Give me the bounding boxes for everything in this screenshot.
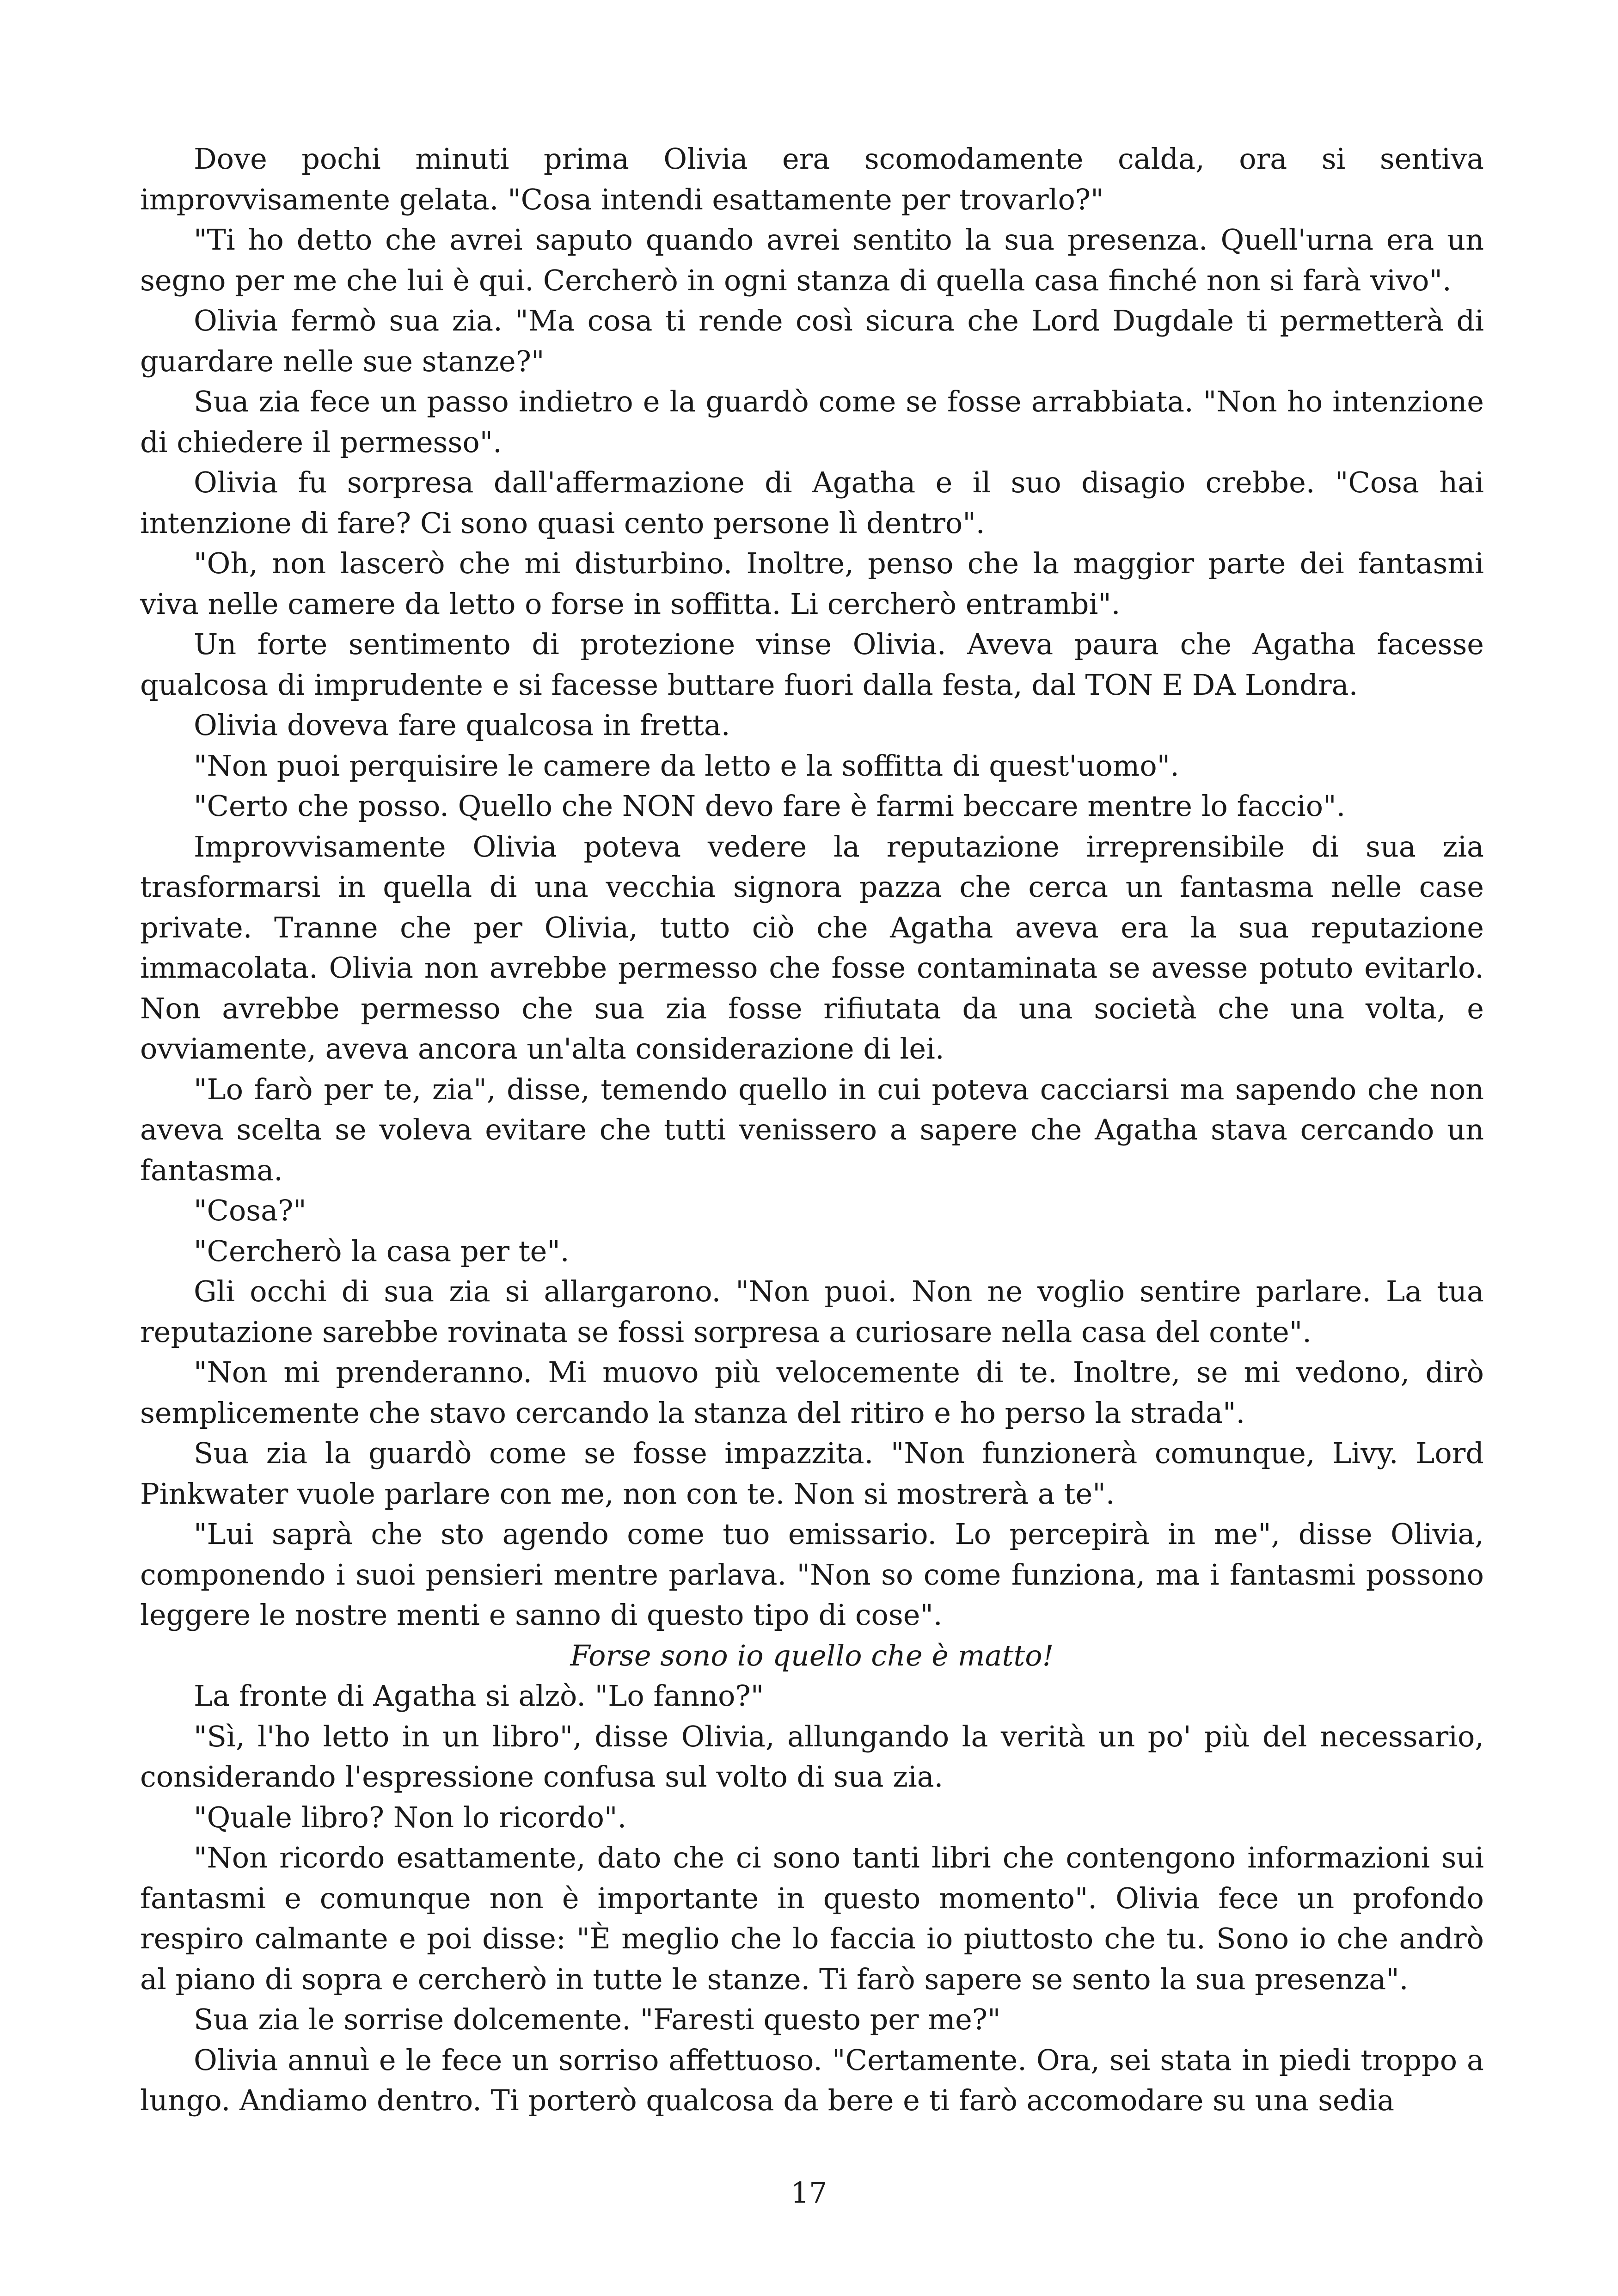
paragraph: "Sì, l'ho letto in un libro", disse Olivia, allungando la verità un po' più del necessario, considerando l'espressione confusa sul volto di sua zia. bbox=[140, 1719, 1484, 1794]
paragraph: "Oh, non lascerò che mi disturbino. Inoltre, penso che la maggior parte dei fantasmi viva nelle camere da letto o forse in soffitta. Li cercherò entrambi". bbox=[140, 546, 1484, 621]
paragraph: "Cosa?" bbox=[194, 1194, 306, 1227]
body-text bbox=[140, 139, 1484, 2121]
paragraph: Sua zia fece un passo indietro e la guardò come se fosse arrabbiata. "Non ho intenzione di chiedere il permesso". bbox=[140, 385, 1484, 459]
paragraph: "Non ricordo esattamente, dato che ci sono tanti libri che contengono informazioni sui fantasmi e comunque non è importante in questo momento". Olivia fece un profondo respiro calmante e poi disse: "È meglio che lo faccia io piuttosto che tu. Sono io che andrò al piano di sopra e cercherò in tutte le stanze. Ti farò sapere se sento la sua presenza". bbox=[140, 1841, 1484, 1996]
paragraph: Olivia annuì e le fece un sorriso affettuoso. "Certamente. Ora, sei stata in piedi troppo a lungo. Andiamo dentro. Ti porterò qualcosa da bere e ti farò accomodare su una sedia bbox=[140, 2043, 1484, 2117]
paragraph: Olivia doveva fare qualcosa in fretta. bbox=[194, 708, 730, 742]
paragraph: Improvvisamente Olivia poteva vedere la reputazione irreprensibile di sua zia trasformarsi in quella di una vecchia signora pazza che cerca un fantasma nelle case private. Tranne che per Olivia, tutto ciò che Agatha aveva era la sua reputazione immacolata. Olivia non avrebbe permesso che fosse contaminata se avesse potuto evitarlo. Non avrebbe permesso che sua zia fosse rifiutata da una società che una volta, e ovviamente, aveva ancora un'alta considerazione di lei. bbox=[140, 829, 1484, 1065]
paragraph: "Lui saprà che sto agendo come tuo emissario. Lo percepirà in me", disse Olivia, componendo i suoi pensieri mentre parlava. "Non so come funziona, ma i fantasmi possono leggere le nostre menti e sanno di questo tipo di cose". bbox=[140, 1517, 1484, 1632]
paragraph: Olivia fermò sua zia. "Ma cosa ti rende così sicura che Lord Dugdale ti permetterà di guardare nelle sue stanze?" bbox=[140, 304, 1484, 378]
paragraph: "Certo che posso. Quello che NON devo fare è farmi beccare mentre lo faccio". bbox=[194, 789, 1346, 823]
paragraph: Dove pochi minuti prima Olivia era scomodamente calda, ora si sentiva improvvisamente gelata. "Cosa intendi esattamente per trovarlo?" bbox=[140, 142, 1484, 216]
paragraph: "Quale libro? Non lo ricordo". bbox=[194, 1800, 627, 1834]
paragraph: Sua zia le sorrise dolcemente. "Faresti questo per me?" bbox=[194, 2002, 1001, 2036]
paragraph: Olivia fu sorpresa dall'affermazione di Agatha e il suo disagio crebbe. "Cosa hai intenzione di fare? Ci sono quasi cento persone lì dentro". bbox=[140, 465, 1484, 540]
paragraph: La fronte di Agatha si alzò. "Lo fanno?" bbox=[194, 1679, 764, 1713]
paragraph: "Cercherò la casa per te". bbox=[194, 1234, 570, 1268]
page-number: 17 bbox=[791, 2176, 827, 2210]
paragraph: Un forte sentimento di protezione vinse Olivia. Aveva paura che Agatha facesse qualcosa di imprudente e si facesse buttare fuori dalla festa, dal TON E DA Londra. bbox=[140, 627, 1484, 702]
paragraph: "Non puoi perquisire le camere da letto e la soffitta di quest'uomo". bbox=[194, 748, 1179, 783]
paragraph: Sua zia la guardò come se fosse impazzita. "Non funzionerà comunque, Livy. Lord Pinkwater vuole parlare con me, non con te. Non si mostrerà a te". bbox=[140, 1436, 1484, 1511]
paragraph: Gli occhi di sua zia si allargarono. "Non puoi. Non ne voglio sentire parlare. La tua reputazione sarebbe rovinata se fossi sorpresa a curiosare nella casa del conte". bbox=[140, 1274, 1484, 1349]
italic-thought-line: Forse sono io quello che è matto! bbox=[570, 1638, 1054, 1672]
paragraph: "Non mi prenderanno. Mi muovo più velocemente di te. Inoltre, se mi vedono, dirò semplicemente che stavo cercando la stanza del ritiro e ho perso la strada". bbox=[140, 1355, 1484, 1430]
paragraph: "Ti ho detto che avrei saputo quando avrei sentito la sua presenza. Quell'urna era un segno per me che lui è qui. Cercherò in ogni stanza di quella casa finché non si farà vivo". bbox=[140, 223, 1484, 297]
paragraph: "Lo farò per te, zia", disse, temendo quello in cui poteva cacciarsi ma sapendo che non aveva scelta se voleva evitare che tutti venissero a sapere che Agatha stava cercando un fantasma. bbox=[140, 1072, 1484, 1187]
